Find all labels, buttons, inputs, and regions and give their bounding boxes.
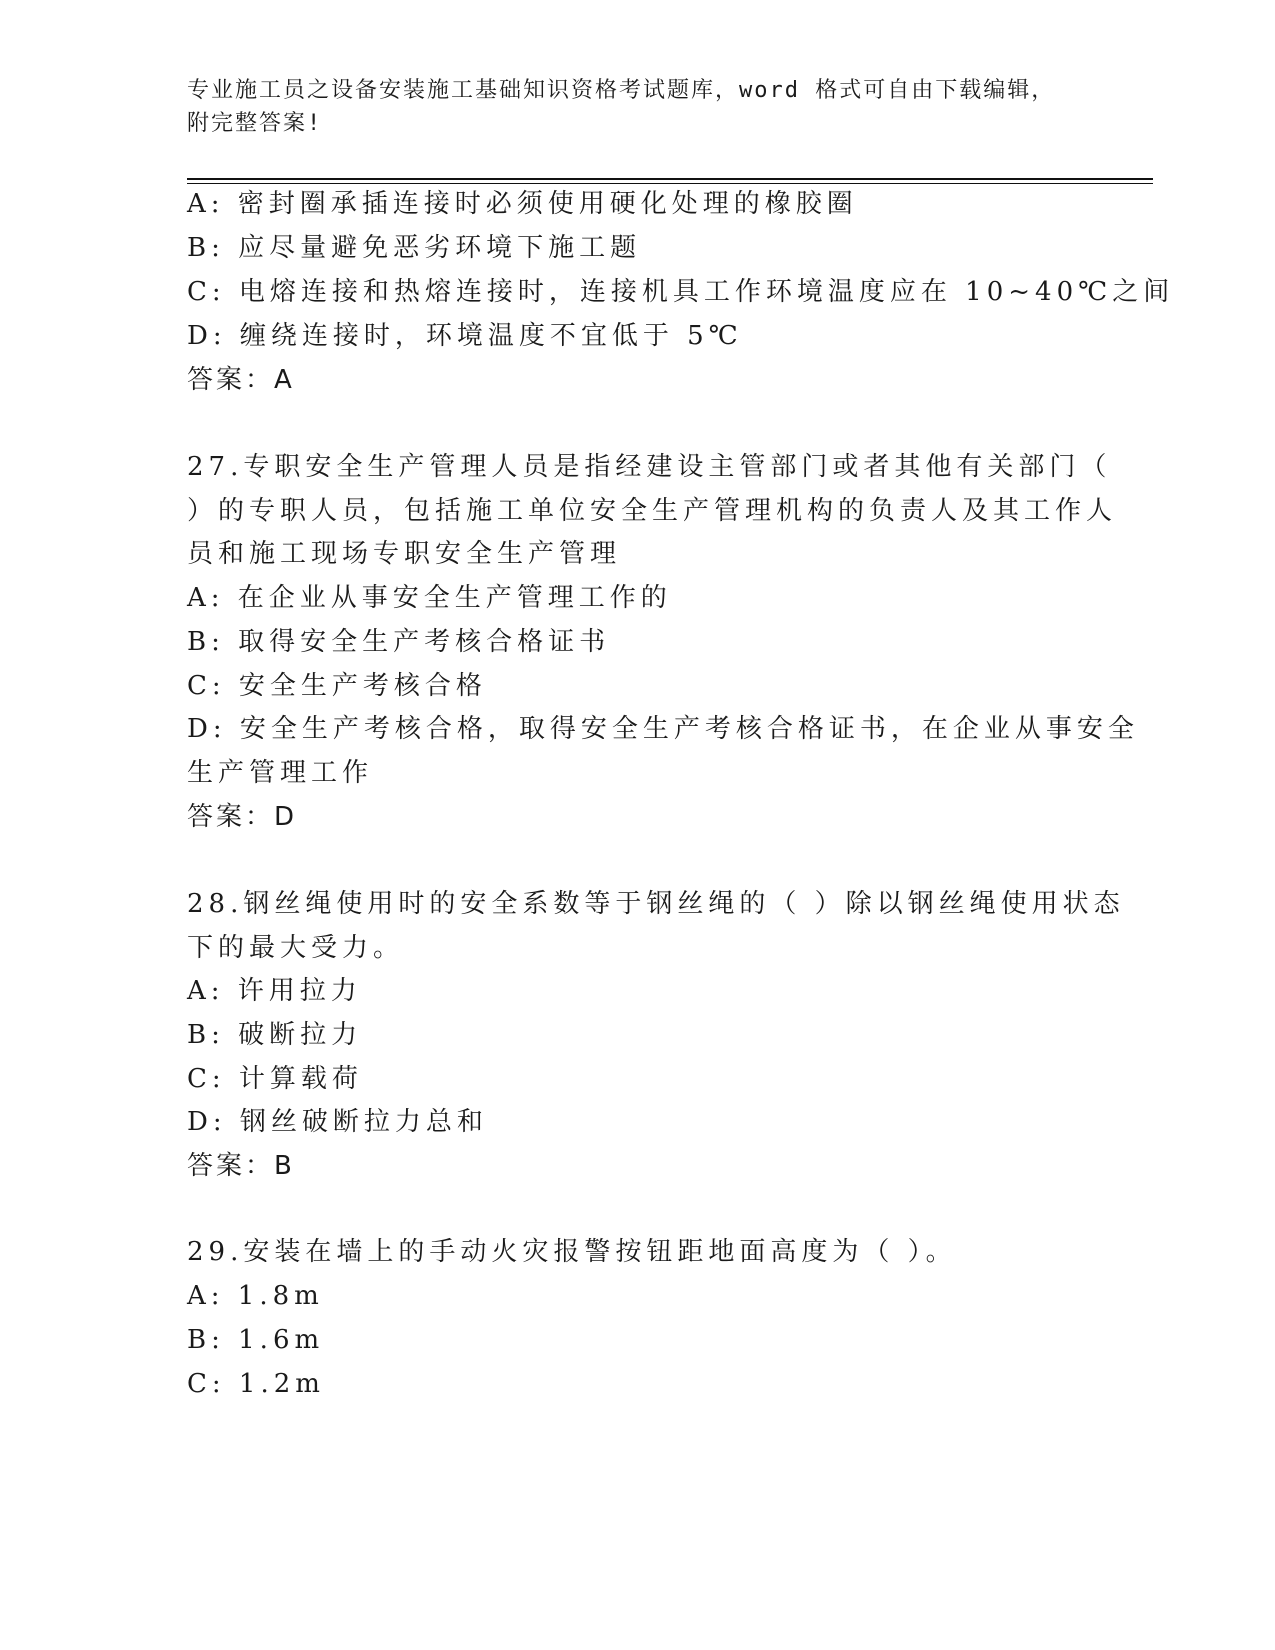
q26-option-c: C: 电熔连接和热熔连接时，连接机具工作环境温度应在 10~40℃之间 — [187, 277, 1175, 307]
header-line-2: 附完整答案! — [187, 111, 323, 136]
q27-option-c: C: 安全生产考核合格 — [187, 671, 487, 701]
q28-option-c: C: 计算载荷 — [187, 1064, 363, 1094]
q27-option-d: D: 安全生产考核合格，取得安全生产考核合格证书，在企业从事安全 — [187, 714, 1139, 744]
q28-answer: 答案：B — [187, 1151, 295, 1181]
q27-option-b: B: 取得安全生产考核合格证书 — [187, 627, 611, 657]
q26-option-d: D: 缠绕连接时，环境温度不宜低于 5℃ — [187, 321, 743, 351]
q28-stem-line-2: 下的最大受力。 — [187, 933, 405, 963]
q27-stem-line-1: 27.专职安全生产管理人员是指经建设主管部门或者其他有关部门（ — [187, 452, 1112, 482]
q26-option-a: A: 密封圈承插连接时必须使用硬化处理的橡胶圈 — [187, 189, 858, 219]
q27-option-d-continued: 生产管理工作 — [187, 758, 374, 788]
q28-stem-line-1: 28.钢丝绳使用时的安全系数等于钢丝绳的（ ）除以钢丝绳使用状态 — [187, 889, 1125, 919]
q28-option-a: A: 许用拉力 — [187, 976, 362, 1006]
header-line-1: 专业施工员之设备安装施工基础知识资格考试题库，word 格式可自由下载编辑， — [187, 78, 1056, 103]
header-rule-thick — [187, 178, 1153, 180]
q27-stem-line-2: ）的专职人员，包括施工单位安全生产管理机构的负责人及其工作人 — [187, 496, 1118, 526]
document-header — [187, 74, 1087, 140]
q29-option-b: B: 1.6m — [187, 1325, 325, 1355]
q28-option-b: B: 破断拉力 — [187, 1020, 363, 1050]
q29-stem-line-1: 29.安装在墙上的手动火灾报警按钮距地面高度为（ ）。 — [187, 1237, 957, 1267]
q27-answer: 答案：D — [187, 802, 298, 832]
q26-answer: 答案：A — [187, 365, 295, 395]
q28-option-d: D: 钢丝破断拉力总和 — [187, 1107, 488, 1137]
q27-option-a: A: 在企业从事安全生产管理工作的 — [187, 583, 672, 613]
header-rule-thin — [187, 183, 1153, 184]
q29-option-a: A: 1.8m — [187, 1281, 324, 1311]
q27-stem-line-3: 员和施工现场专职安全生产管理 — [187, 539, 622, 569]
q29-option-c: C: 1.2m — [187, 1369, 325, 1399]
q26-option-b: B: 应尽量避免恶劣环境下施工题 — [187, 233, 642, 263]
